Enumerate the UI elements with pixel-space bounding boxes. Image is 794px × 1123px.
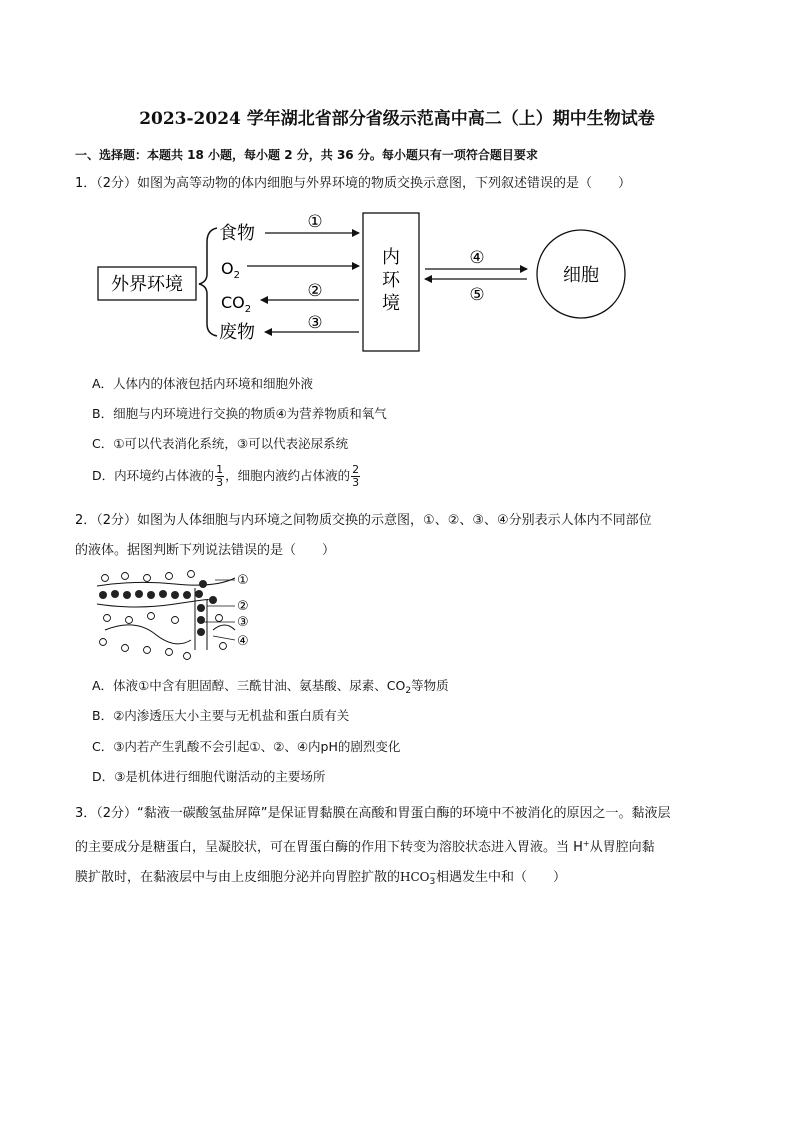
brace — [199, 228, 217, 336]
hco3-formula: HCO — [400, 870, 430, 884]
q1-option-d — [92, 464, 361, 489]
q2-label-3: ③ — [237, 615, 249, 630]
fraction-1-3: $\frac{1}{3}$ — [216, 463, 224, 489]
inner-char-3: 境 — [382, 293, 400, 314]
q2-option-d: D．③是机体进行细胞代谢活动的主要场所 — [92, 769, 326, 784]
q2-label-2: ② — [237, 599, 249, 614]
num-5: ⑤ — [469, 285, 485, 305]
q1-diagram — [95, 208, 685, 358]
q2-stem-line1: 2．（2分）如图为人体细胞与内环境之间物质交换的示意图，①、②、③、④分别表示人体内不同部位 — [75, 513, 652, 528]
num-4: ④ — [469, 248, 485, 268]
waste-label: 废物 — [219, 322, 255, 343]
q1-option-b: B．细胞与内环境进行交换的物质④为营养物质和氧气 — [92, 406, 387, 421]
o2-label: $O_2$ — [221, 259, 240, 281]
q2-label-1: ① — [237, 573, 249, 588]
cell-label: 细胞 — [563, 265, 599, 286]
q3-line2: 的主要成分是糖蛋白，呈凝胶状，可在胃蛋白酶的作用下转变为溶胶状态进入胃液。当 H+从胃腔向黏 — [75, 839, 655, 855]
q2-option-b: B．②内渗透压大小主要与无机盐和蛋白质有关 — [92, 708, 350, 723]
co2-label: $CO_2$ — [221, 293, 252, 315]
q1-d-mid: ，细胞内液约占体液的 — [225, 468, 351, 483]
q2-option-a: A．体液①中含有胆固醇、三酰甘油、氨基酸、尿素、$CO_2$等物质 — [92, 678, 449, 696]
q3-line3: 膜扩散时，在黏液层中与由上皮细胞分泌并向胃腔扩散的$HCO_3^-$相遇发生中和（ ） — [75, 869, 566, 887]
q2-option-c: C．③内若产生乳酸不会引起①、②、④内pH的剧烈变化 — [92, 739, 401, 754]
q2-stem-line2: 的液体。据图判断下列说法错误的是（ ） — [75, 543, 336, 558]
q1-option-c: C．①可以代表消化系统，③可以代表泌尿系统 — [92, 436, 349, 451]
q2-label-4: ④ — [237, 634, 249, 649]
section-heading: 一、选择题：本题共 18 小题，每小题 2 分，共 36 分。每小题只有一项符合题目要求 — [75, 148, 538, 162]
q3-line1: 3．（2分）“黏液一碳酸氢盐屏障”是保证胃黏膜在高酸和胃蛋白酶的环境中不被消化的原因之一。黏液层 — [75, 806, 671, 821]
food-label: 食物 — [219, 223, 255, 244]
inner-char-1: 内 — [382, 247, 400, 268]
inner-char-2: 环 — [382, 270, 400, 291]
q1-stem: 1．（2分）如图为高等动物的体内细胞与外界环境的物质交换示意图，下列叙述错误的是（ ） — [75, 176, 632, 191]
num-1: ① — [307, 212, 323, 232]
page-title: 2023-2024 学年湖北省部分省级示范高中高二（上）期中生物试卷 — [139, 109, 655, 129]
q2-diagram — [95, 570, 265, 662]
num-2: ② — [307, 281, 323, 301]
outer-environment-label: 外界环境 — [111, 274, 183, 295]
num-3: ③ — [307, 313, 323, 333]
fraction-2-3: $\frac{2}{3}$ — [352, 463, 360, 489]
q1-d-pre: D．内环境约占体液的 — [92, 468, 215, 483]
q1-option-a: A．人体内的体液包括内环境和细胞外液 — [92, 376, 314, 391]
